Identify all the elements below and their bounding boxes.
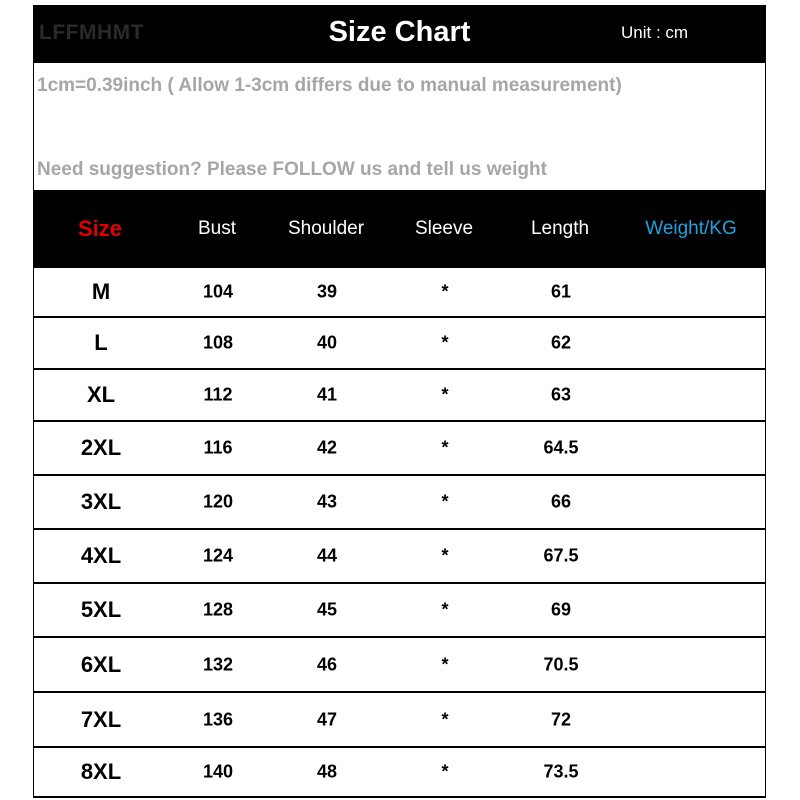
cell-sleeve: *: [441, 384, 449, 405]
cell-bust: 104: [202, 281, 234, 302]
cell-length: 67.5: [543, 545, 579, 566]
header-length: Length: [530, 218, 590, 239]
table-row: [33, 422, 766, 476]
cell-size: 5XL: [80, 597, 122, 622]
table-row: [33, 318, 766, 370]
cell-length: 66: [550, 491, 572, 512]
cell-bust: 120: [202, 491, 234, 512]
cell-size: XL: [86, 382, 116, 407]
cell-sleeve: *: [441, 654, 449, 674]
cell-length: 61: [550, 281, 572, 302]
cell-shoulder: 48: [316, 761, 338, 782]
cell-bust: 116: [203, 437, 233, 458]
cell-sleeve: *: [441, 437, 449, 458]
header-sleeve: Sleeve: [414, 218, 474, 239]
cell-bust: 128: [202, 599, 234, 620]
cell-sleeve: *: [441, 491, 449, 512]
cell-sleeve: *: [441, 599, 449, 620]
header-bust: Bust: [197, 218, 237, 239]
cell-length: 70.5: [543, 654, 579, 674]
cell-size: 3XL: [80, 489, 122, 514]
table-row: [33, 584, 766, 638]
cell-sleeve: *: [441, 545, 449, 566]
table-row: [33, 748, 766, 798]
table-row: [33, 530, 766, 584]
header-weight: Weight/KG: [645, 218, 737, 239]
table-row: [33, 268, 766, 318]
table-row: [33, 476, 766, 530]
conversion-note: 1cm=0.39inch ( Allow 1-3cm differs due to manual measurement): [37, 75, 622, 96]
cell-size: M: [91, 279, 111, 304]
cell-sleeve: *: [441, 709, 449, 729]
cell-shoulder: 40: [316, 332, 338, 353]
cell-shoulder: 46: [316, 654, 338, 674]
cell-sleeve: *: [441, 332, 449, 353]
brand-watermark: LFFMHMT: [39, 21, 144, 44]
cell-length: 73.5: [543, 761, 579, 782]
table-row: [33, 693, 766, 748]
cell-size: 8XL: [80, 759, 122, 784]
cell-length: 69: [550, 599, 572, 620]
cell-shoulder: 42: [316, 437, 338, 458]
cell-shoulder: 43: [316, 491, 338, 512]
chart-title: Size Chart: [328, 16, 471, 48]
cell-bust: 140: [202, 761, 234, 782]
cell-shoulder: 41: [316, 384, 338, 405]
cell-bust: 124: [202, 545, 234, 566]
cell-size: L: [94, 330, 108, 355]
cell-bust: 108: [202, 332, 234, 353]
cell-length: 63: [550, 384, 572, 405]
cell-sleeve: *: [441, 761, 449, 782]
table-body: [33, 268, 766, 798]
cell-size: 4XL: [80, 543, 122, 568]
table-row: [33, 638, 766, 693]
cell-shoulder: 44: [316, 545, 338, 566]
cell-shoulder: 39: [316, 281, 338, 302]
table-header: [33, 190, 766, 268]
cell-shoulder: 47: [316, 709, 338, 729]
suggestion-note: Need suggestion? Please FOLLOW us and tell us weight: [37, 159, 547, 180]
cell-bust: 132: [202, 654, 234, 674]
cell-size: 2XL: [80, 435, 122, 460]
cell-size: 7XL: [80, 706, 122, 732]
unit-label: Unit : cm: [621, 23, 689, 42]
cell-length: 62: [550, 332, 572, 353]
cell-bust: 136: [202, 709, 234, 729]
size-chart: [33, 5, 766, 798]
cell-length: 72: [550, 709, 572, 729]
header-size: Size: [77, 216, 123, 241]
cell-length: 64.5: [543, 437, 579, 458]
header-shoulder: Shoulder: [287, 218, 365, 239]
cell-bust: 112: [203, 384, 233, 405]
notes-panel: [33, 63, 766, 190]
title-bar: [33, 5, 766, 63]
cell-sleeve: *: [441, 281, 449, 302]
table-row: [33, 370, 766, 422]
cell-size: 6XL: [80, 651, 122, 677]
cell-shoulder: 45: [316, 599, 338, 620]
